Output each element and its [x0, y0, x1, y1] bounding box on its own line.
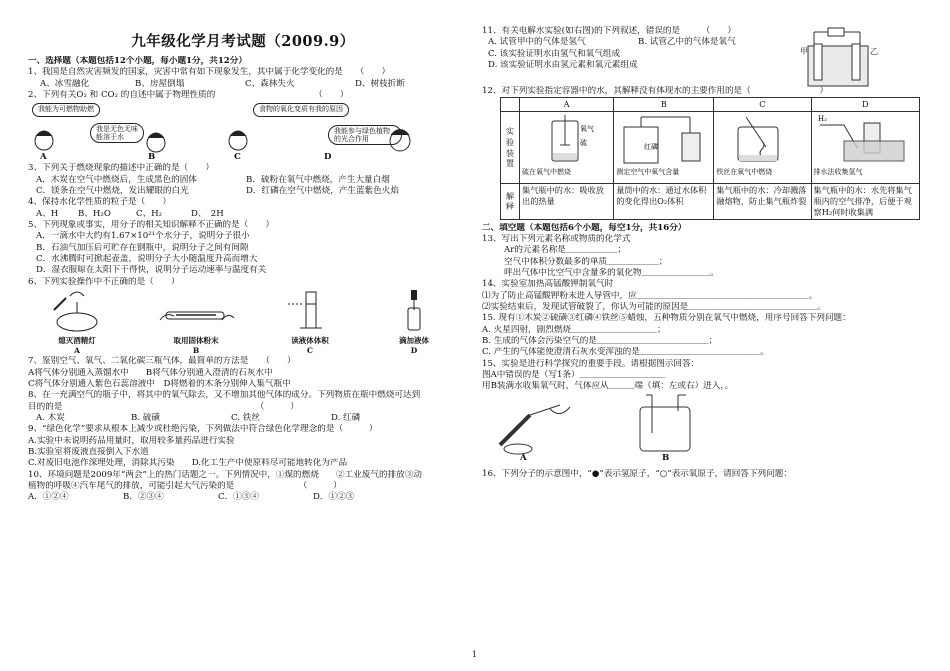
q10-option: C．①③④ — [218, 492, 259, 503]
q4-option: D、 2H — [191, 208, 224, 219]
test-tube-powder-illustration — [156, 290, 236, 332]
table-corner — [501, 98, 520, 112]
q6-label: B — [192, 346, 200, 356]
gas-collection-bottle-illustration — [632, 393, 702, 453]
table-row — [501, 98, 920, 112]
table-row — [501, 112, 920, 184]
fig-caption: 铁丝在氧气中燃烧 — [716, 168, 773, 176]
q8-option: D. 红磷 — [331, 412, 361, 423]
apparatus-cell-d — [811, 112, 919, 184]
q6-figure-d — [384, 290, 444, 356]
q4-option: C、H₂ — [136, 208, 163, 219]
section2-heading: 二、填空题（本题包括6个小题，每空1分，共16分） — [482, 222, 687, 233]
q16-stem: 16、下列分子的示意图中，“●”表示氢原子，“○”表示氧原子，请回答下列问题： — [482, 468, 792, 479]
q6-caption: 读液体体积 — [291, 336, 329, 346]
q6-figures — [28, 288, 458, 356]
table-header: A — [520, 98, 614, 112]
q6-caption: 熄灭酒精灯 — [58, 336, 96, 346]
q12-table — [500, 97, 920, 219]
tube-label: 乙 — [870, 47, 878, 56]
q13-stem: 13、写出下列元素名称或物质的化学式 — [482, 234, 631, 244]
q15a-stem: 15. 现有①木炭②硫磺③红磷④铁丝⑤蜡烛，五种物质分别在氧气中燃烧，用序号回答下列问题： — [482, 313, 851, 324]
q13-line: 呼出气体中比空气中含量多的氧化物＿＿＿＿＿＿＿＿。 — [504, 268, 719, 279]
q2-label: B — [148, 152, 156, 163]
page-title: 九年级化学月考试题（2009.9） — [131, 33, 355, 50]
table-header: B — [614, 98, 714, 112]
q10-option: D．①②③ — [313, 492, 355, 503]
q10-stem-cont: 植物的呼吸④汽车尾气的排放，可能引起大气污染的是 （ ） — [28, 480, 342, 491]
q6-label: C — [307, 346, 313, 356]
table-cell: 集气瓶中的水：吸收放出的热量 — [520, 184, 614, 219]
q1-stem: 1、我国是自然灾害频发的国家，灾害中常有如下现象发生，其中属于化学变化的是 （ ） — [28, 67, 391, 78]
table-cell: 集气瓶中的水：水先将集气瓶内的空气排净，后便于观察H₂何时收集满 — [811, 184, 919, 219]
sulfur-burning-jar-illustration — [522, 113, 610, 165]
q6-caption: 取用固体粉末 — [173, 336, 219, 346]
q9-option: B.实验室将废液直接倒入下水道 — [28, 446, 149, 457]
q1-option: A、冰雪融化 — [40, 78, 90, 89]
table-header: C — [714, 98, 811, 112]
water-displacement-illustration — [814, 113, 910, 165]
heating-test-tube-illustration — [490, 395, 580, 455]
q8-stem: 8、在一充满空气的瓶子中，将其中的氧气除去，又不增加其他气体的成分。下列物质在瓶中燃烧可达到 — [28, 390, 421, 401]
q6-stem: 6、下列实验操作中不正确的是（ ） — [28, 276, 180, 287]
q2-bubble: 我能参与绿色植物的光合作用 — [328, 125, 402, 145]
q5-stem: 5、下列现象或事实，用分子的相关知识解释不正确的是（ ） — [28, 220, 275, 231]
cartoon-kids-illustration — [28, 121, 458, 161]
figure-label: A — [520, 452, 527, 463]
q8-option: B. 硫磺 — [131, 412, 160, 423]
q14-line: ⑵实验结束后，发现试管破裂了，你认为可能的原因是＿＿＿＿＿＿＿＿＿＿＿＿＿＿＿。 — [482, 302, 826, 313]
q7-line: A将气体分别通入蒸馏水中 B将气体分别通入澄清的石灰水中 — [28, 367, 273, 378]
q11-option: B. 试管乙中的气体是氧气 — [638, 37, 736, 48]
q2-label: C — [234, 152, 241, 163]
q5-option: A．一滴水中大约有1.67×10²¹个水分子，说明分子很小 — [36, 231, 250, 242]
q11-stem: 11、有关电解水实验(如右图)的下列叙述，错误的是 （ ） — [482, 26, 736, 36]
q9-stem: 9、“绿色化学”要求从根本上减少或杜绝污染，下列做法中符合绿色化学理念的是（ ） — [28, 424, 378, 435]
q2-label: A — [40, 152, 47, 163]
q10-option: B．②③④ — [123, 492, 164, 503]
q4-option: B、H₂O — [78, 208, 111, 219]
q15b-line: 图A中错误的是（写1条）＿＿＿＿＿＿＿＿＿＿ — [482, 370, 666, 381]
row-label: 实验装置 — [501, 112, 520, 184]
q14-line: ⑴为了防止高锰酸钾粉末进入导管中，应＿＿＿＿＿＿＿＿＿＿＿＿＿＿＿＿＿＿＿＿。 — [482, 290, 818, 301]
q15a-line: A. 火星四射，剧烈燃烧＿＿＿＿＿＿＿＿＿＿； — [482, 324, 666, 335]
apparatus-cell-c — [714, 112, 811, 184]
fig-label: 氧气 — [580, 125, 594, 134]
q1-option: B、房屋倒塌 — [135, 78, 185, 89]
fig-caption: 硫在氧气中燃烧 — [522, 168, 571, 176]
fig-caption: 测定空气中氧气含量 — [616, 168, 680, 176]
table-cell: 量筒中的水：通过水体积的变化得出O₂体积 — [614, 184, 714, 219]
alcohol-lamp-illustration — [42, 290, 112, 332]
q7-stem: 7、鉴别空气、氧气、二氧化碳三瓶气体，最简单的方法是 （ ） — [28, 356, 296, 367]
q13-line: Ar的元素名称是＿＿＿＿＿＿； — [504, 245, 627, 256]
q14-stem: 14、实验室加热高锰酸钾制氧气时 — [482, 279, 614, 290]
figure-label: B — [662, 452, 670, 463]
q5-option: B．石油气加压后可贮存在钢瓶中，说明分子之间有间隙 — [36, 242, 249, 253]
q7-line: C将气体分别通入紫色石蕊溶液中 D将燃着的木条分别伸入集气瓶中 — [28, 378, 291, 389]
phosphorus-oxygen-measure-illustration — [616, 113, 708, 165]
q6-figure-c — [280, 290, 340, 356]
q10-stem: 10、环境问题是2009年“两会”上的热门话题之一。下列情况中，①煤的燃烧 ②工业废气的排放③动 — [28, 469, 422, 480]
q11-block — [482, 26, 922, 86]
q5-option: C．水沸腾时可掀起壶盖，说明分子大小随温度升高而增大 — [36, 254, 258, 265]
q2-bubble: 我能为可燃物助燃 — [32, 103, 100, 116]
q3-option: C．镁条在空气中燃烧，发出耀眼的白光 — [36, 186, 189, 197]
q2-stem: 2、下列有关O₂ 和 CO₂ 的自述中属于物理性质的 （ ） — [28, 90, 349, 101]
table-row — [501, 184, 920, 219]
fig-label: 红磷 — [644, 143, 659, 152]
q10-option: A．①②④ — [28, 492, 69, 503]
q2-figure — [28, 101, 458, 163]
q11-option: D. 该实验证明水由氢元素和氧元素组成 — [488, 60, 638, 71]
q1-options — [28, 79, 458, 90]
q15a-line: B. 生成的气体会污染空气的是＿＿＿＿＿＿＿＿＿＿＿＿＿； — [482, 336, 718, 347]
q6-figure-b — [156, 290, 236, 356]
fig-caption: 排水法收集氢气 — [813, 168, 863, 176]
q3-stem: 3、下列关于燃烧现象的描述中正确的是（ ） — [28, 163, 214, 174]
right-column — [482, 26, 922, 480]
q3-options-row1 — [28, 175, 458, 186]
q15b-figures — [482, 393, 922, 465]
q8-options — [28, 413, 458, 424]
q15b-line: 用B装满水收集氧气时，气体应从＿＿＿端（填：左或右）进入，。 — [482, 381, 734, 392]
q6-caption: 滴加液体 — [399, 336, 429, 346]
q4-stem: 4、保持水化学性质的粒子是（ ） — [28, 197, 171, 208]
q9-option: C.对废旧电池作深埋处理，消除其污染 D.化工生产中使原料尽可能地转化为产品 — [28, 458, 348, 469]
apparatus-cell-b — [614, 112, 714, 184]
q4-options — [28, 209, 458, 220]
q2-bubble: 食物的氧化变质有我的原因 — [253, 103, 349, 116]
q6-figure-a — [42, 290, 112, 356]
fig-label: H₂ — [817, 115, 827, 124]
electrolysis-apparatus-illustration — [800, 26, 880, 90]
left-column — [28, 56, 458, 504]
q6-label: D — [410, 346, 418, 356]
q1-option: C、森林失火 — [245, 78, 295, 89]
row-label: 解释 — [501, 184, 520, 219]
q8-option: C. 铁丝 — [231, 412, 260, 423]
q2-bubble: 我是无色无味能溶于水 — [90, 123, 144, 143]
table-cell: 集气瓶中的水：冷却溅落融熔物，防止集气瓶炸裂 — [714, 184, 811, 219]
q3-option: B．硫粉在氧气中燃烧，产生大量白烟 — [246, 174, 390, 185]
q8-option: A. 木炭 — [36, 412, 65, 423]
q3-option: A．木炭在空气中燃烧后，生成黑色的固体 — [36, 174, 197, 185]
dropper-illustration — [384, 290, 444, 332]
graduated-cylinder-illustration — [280, 290, 340, 332]
q3-options-row2 — [28, 186, 458, 197]
apparatus-cell-a — [520, 112, 614, 184]
q9-option: A.实验中未说明药品用量时，取用较多量药品进行实验 — [28, 435, 235, 446]
q12-stem: 12、对下列实验指定容器中的水，其解释没有体现水的主要作用的是（ ） — [482, 86, 829, 96]
table-header: D — [811, 98, 919, 112]
iron-wire-burning-illustration — [716, 113, 804, 165]
page-number: 1 — [472, 650, 478, 659]
q11-option: A. 试管甲中的气体是氢气 — [488, 37, 586, 48]
q4-option: A、H — [36, 208, 59, 219]
q15b-stem: 15、实验是进行科学探究的重要手段。请根据图示回答： — [482, 358, 700, 369]
q8-stem-cont: 目的的是 （ ） — [28, 401, 299, 412]
q11-option: C. 该实验证明水由氢气和氧气组成 — [488, 48, 621, 59]
q13-line: 空气中体积分数最多的单质＿＿＿＿＿＿； — [504, 256, 668, 267]
q3-option: D．红磷在空气中燃烧，产生蓝紫色火焰 — [246, 186, 399, 197]
q5-option: D．湿衣服晾在太阳下干得快，说明分子运动速率与温度有关 — [36, 265, 267, 276]
q15a-line: C. 产生的气体能使澄清石灰水变浑浊的是＿＿＿＿＿＿＿＿＿＿＿＿＿＿。 — [482, 347, 769, 358]
tube-label: 甲 — [800, 47, 808, 56]
fig-label: 硫 — [580, 139, 587, 148]
q2-label: D — [324, 152, 332, 163]
q10-options — [28, 492, 458, 503]
q1-option: D、树枝折断 — [355, 78, 405, 89]
q6-label: A — [74, 346, 80, 356]
section1-heading: 一、选择题（本题包括12个小题，每小题1分，共12分） — [28, 56, 247, 66]
